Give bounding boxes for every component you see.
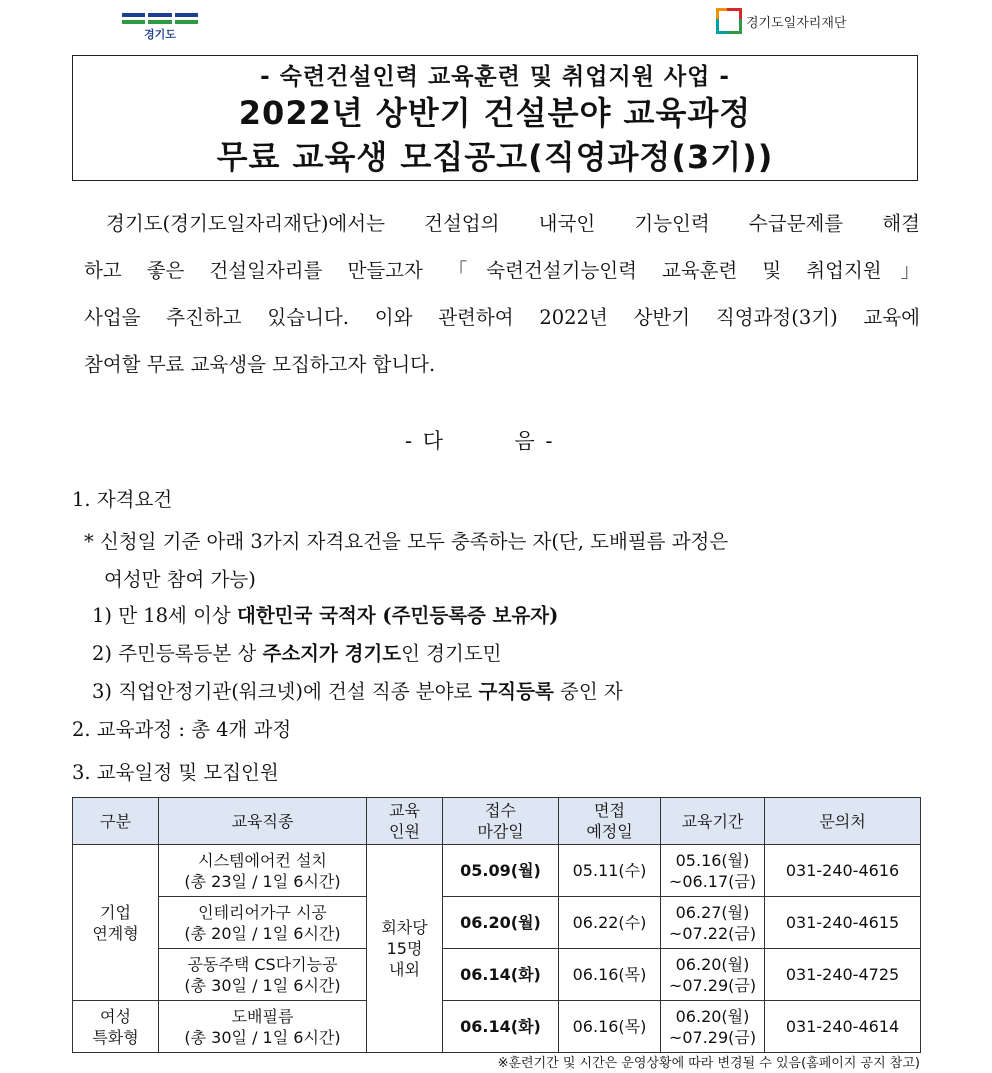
foundation-logo xyxy=(716,8,846,34)
period-cell: 06.27(월) ~07.22(금) xyxy=(661,897,765,949)
requirement-1-emphasis: 대한민국 국적자 (주민등록증 보유자) xyxy=(236,604,559,627)
intro-line-2: 하고 좋은 건설일자리를 만들고자 「숙련건설기능인력 교육훈련 및 취업지원」 xyxy=(84,259,920,282)
requirement-2 xyxy=(92,638,502,666)
contact-cell: 031-240-4616 xyxy=(765,845,921,897)
section-3-heading: 3. 교육일정 및 모집인원 xyxy=(72,761,279,784)
requirement-3 xyxy=(92,676,623,704)
deadline-cell: 06.20(월) xyxy=(443,897,559,949)
requirement-3-suffix: 중인 자 xyxy=(553,680,623,703)
contact-cell: 031-240-4725 xyxy=(765,949,921,1001)
requirement-2-text: 2) 주민등록등본 상 xyxy=(92,642,263,665)
intro-line-3: 사업을 추진하고 있습니다. 이와 관련하여 2022년 상반기 직영과정(3기) 교육에 xyxy=(84,306,920,329)
section-2-heading: 2. 교육과정 : 총 4개 과정 xyxy=(72,718,292,741)
gyeonggi-logo-text: 경기도 xyxy=(144,28,176,41)
requirement-2-emphasis: 주소지가 경기도 xyxy=(262,642,402,665)
intro-paragraph xyxy=(84,200,920,388)
course-cell: 인테리어가구 시공 (총 20일 / 1일 6시간) xyxy=(159,897,367,949)
capacity-cell: 회차당 15명 내외 xyxy=(367,845,443,1053)
header-category: 구분 xyxy=(73,798,159,845)
category-women: 여성 특화형 xyxy=(73,1001,159,1053)
deadline-cell: 06.14(화) xyxy=(443,1001,559,1053)
category-corporate: 기업 연계형 xyxy=(73,845,159,1001)
table-row xyxy=(73,949,921,1001)
requirement-2-suffix: 인 경기도민 xyxy=(401,642,502,665)
schedule-table xyxy=(72,797,921,1053)
interview-cell: 06.16(목) xyxy=(559,1001,661,1053)
table-row xyxy=(73,1001,921,1053)
table-header-row xyxy=(73,798,921,845)
interview-cell: 05.11(수) xyxy=(559,845,661,897)
period-cell: 05.16(월) ~06.17(금) xyxy=(661,845,765,897)
deadline-cell: 06.14(화) xyxy=(443,949,559,1001)
header-contact: 문의처 xyxy=(765,798,921,845)
intro-line-1: 경기도(경기도일자리재단)에서는 건설업의 내국인 기능인력 수급문제를 해결 xyxy=(106,212,920,235)
foundation-logo-mark xyxy=(716,8,742,34)
section-1-heading: 1. 자격요건 xyxy=(72,488,173,511)
section-1-note-line-1: * 신청일 기준 아래 3가지 자격요건을 모두 충족하는 자(단, 도배필름 과정은 xyxy=(84,530,729,553)
header-interview: 면접 예정일 xyxy=(559,798,661,845)
contact-cell: 031-240-4614 xyxy=(765,1001,921,1053)
header-period: 교육기간 xyxy=(661,798,765,845)
requirement-1-text: 1) 만 18세 이상 xyxy=(92,604,237,627)
requirement-3-emphasis: 구직등록 xyxy=(478,680,554,703)
table-row xyxy=(73,897,921,949)
deadline-cell: 05.09(월) xyxy=(443,845,559,897)
gyeonggi-logo xyxy=(122,10,198,42)
table-row xyxy=(73,845,921,897)
period-cell: 06.20(월) ~07.29(금) xyxy=(661,1001,765,1053)
title-box xyxy=(72,55,918,181)
title-line-2: 무료 교육생 모집공고(직영과정(3기)) xyxy=(216,138,774,176)
course-cell: 공동주택 CS다기능공 (총 30일 / 1일 6시간) xyxy=(159,949,367,1001)
period-cell: 06.20(월) ~07.29(금) xyxy=(661,949,765,1001)
foundation-logo-text: 경기도일자리재단 xyxy=(746,15,847,31)
requirement-3-text: 3) 직업안정기관(워크넷)에 건설 직종 분야로 xyxy=(92,680,479,703)
requirement-1 xyxy=(92,600,558,628)
course-cell: 시스템에어컨 설치 (총 23일 / 1일 6시간) xyxy=(159,845,367,897)
intro-line-4: 참여할 무료 교육생을 모집하고자 합니다. xyxy=(84,353,436,376)
title-subtitle: - 숙련건설인력 교육훈련 및 취업지원 사업 - xyxy=(260,64,730,90)
section-1-note-line-2: 여성만 참여 가능) xyxy=(104,568,256,591)
contact-cell: 031-240-4615 xyxy=(765,897,921,949)
title-line-1: 2022년 상반기 건설분야 교육과정 xyxy=(238,94,752,132)
header-course: 교육직종 xyxy=(159,798,367,845)
header-deadline: 접수 마감일 xyxy=(443,798,559,845)
footnote: ※훈련기간 및 시간은 운영상황에 따라 변경될 수 있음(홈페이지 공지 참고) xyxy=(497,1056,920,1071)
section-divider: - 다 음 - xyxy=(405,429,555,453)
course-cell: 도배필름 (총 30일 / 1일 6시간) xyxy=(159,1001,367,1053)
interview-cell: 06.16(목) xyxy=(559,949,661,1001)
gyeonggi-logo-mark xyxy=(122,10,198,24)
interview-cell: 06.22(수) xyxy=(559,897,661,949)
header-capacity: 교육 인원 xyxy=(367,798,443,845)
